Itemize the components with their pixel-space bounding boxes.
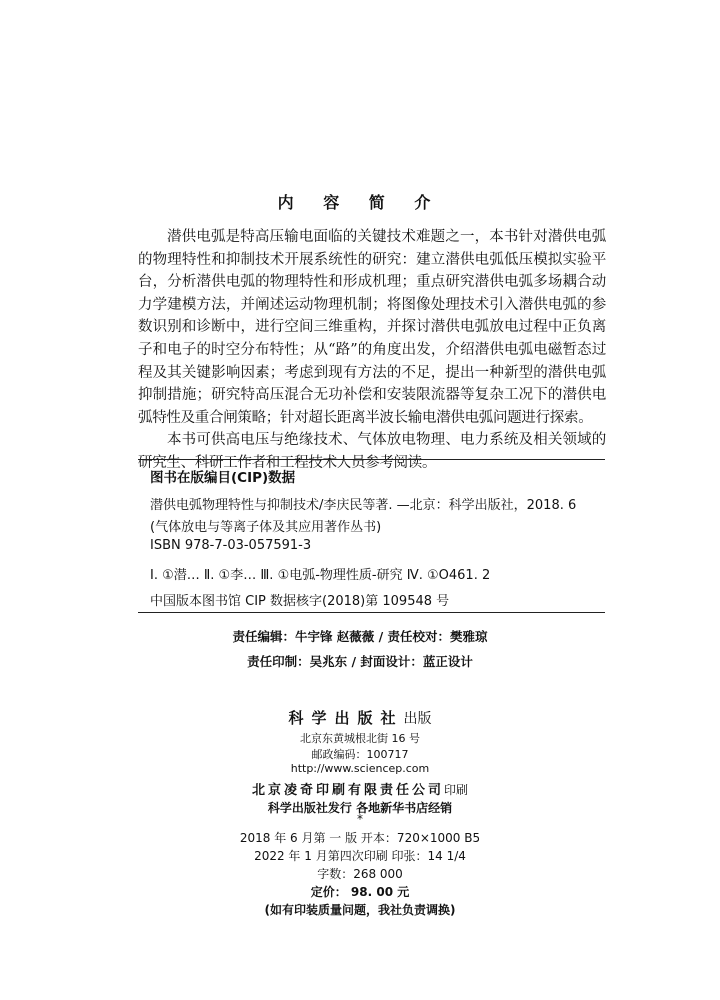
summary-paragraph-2: 本书可供高电压与绝缘技术、气体放电物理、电力系统及相关领域的研究生、科研工作者和工程技术人员参考阅读。 [138, 432, 606, 471]
cip-heading: 图书在版编目(CIP)数据 [150, 470, 296, 486]
printer-name: 北京凌奇印刷有限责任公司 [251, 783, 444, 798]
publisher-name: 科学出版社 [288, 709, 404, 727]
credits-line-2: 责任印制：吴兆东 / 封面设计：蓝正设计 [247, 654, 473, 669]
publisher-line [0, 707, 720, 728]
printer-suffix: 印刷 [444, 783, 469, 797]
divider-top [138, 459, 605, 460]
publisher-suffix: 出版 [403, 711, 432, 727]
price: 定价： 98. 00 元 [310, 885, 410, 899]
cip-isbn: ISBN 978-7-03-057591-3 [150, 538, 312, 553]
quality-notice: (如有印装质量问题，我社负责调换) [264, 903, 456, 917]
credits-line-1: 责任编辑：牛宇锋 赵薇薇 / 责任校对：樊雅琼 [232, 629, 488, 644]
printer-line [0, 779, 720, 798]
cip-line-2: (气体放电与等离子体及其应用著作丛书) [150, 520, 382, 535]
edition-line: 2018 年 6 月第 一 版 开本：720×1000 B5 [239, 831, 481, 845]
summary-text [138, 226, 606, 475]
publisher-website: http://www.sciencep.com [290, 762, 430, 775]
divider-bottom [138, 612, 605, 613]
distribution-line: 科学出版社发行 各地新华书店经销 [267, 801, 453, 815]
cip-line-1: 潜供电弧物理特性与抑制技术/李庆民等著. —北京：科学出版社，2018. 6 [150, 498, 577, 513]
cip-block [150, 466, 610, 609]
printing-line: 2022 年 1 月第四次印刷 印张：14 1/4 [254, 849, 466, 863]
separator-star: * [357, 812, 363, 826]
publisher-postcode: 邮政编码：100717 [311, 748, 409, 761]
publisher-address: 北京东黄城根北街 16 号 [300, 732, 420, 745]
cip-library-number: 中国版本图书馆 CIP 数据核字(2018)第 109548 号 [150, 594, 450, 609]
summary-paragraph-1: 潜供电弧是特高压输电面临的关键技术难题之一，本书针对潜供电弧的物理特性和抑制技术开展系统性的研究：建立潜供电弧低压模拟实验平台，分析潜供电弧的物理特性和形成机理；重点研究潜供电弧多场耦合动力学建模方法，并阐述运动物理机制；将图像处理技术引入潜供电弧的参数识别和诊断中，进行空间三维重构，并探讨潜供电弧放电过程中正负离子和电子的时空分布特性；从“路”的角度出发，介绍潜供电弧电磁暂态过程及其关键影响因素；考虑到现有方法的不足，提出一种新型的潜供电弧抑制措施；研究特高压混合无功补偿和安装限流器等复杂工况下的潜供电弧特性及重合闸策略；针对超长距离半波长输电潜供电弧问题进行探索。 [138, 229, 606, 426]
word-count: 字数：268 000 [317, 867, 403, 881]
cip-classification: Ⅰ. ①潜… Ⅱ. ①李… Ⅲ. ①电弧-物理性质-研究 Ⅳ. ①O461. 2 [150, 568, 491, 583]
summary-title: 内 容 简 介 [277, 193, 443, 212]
